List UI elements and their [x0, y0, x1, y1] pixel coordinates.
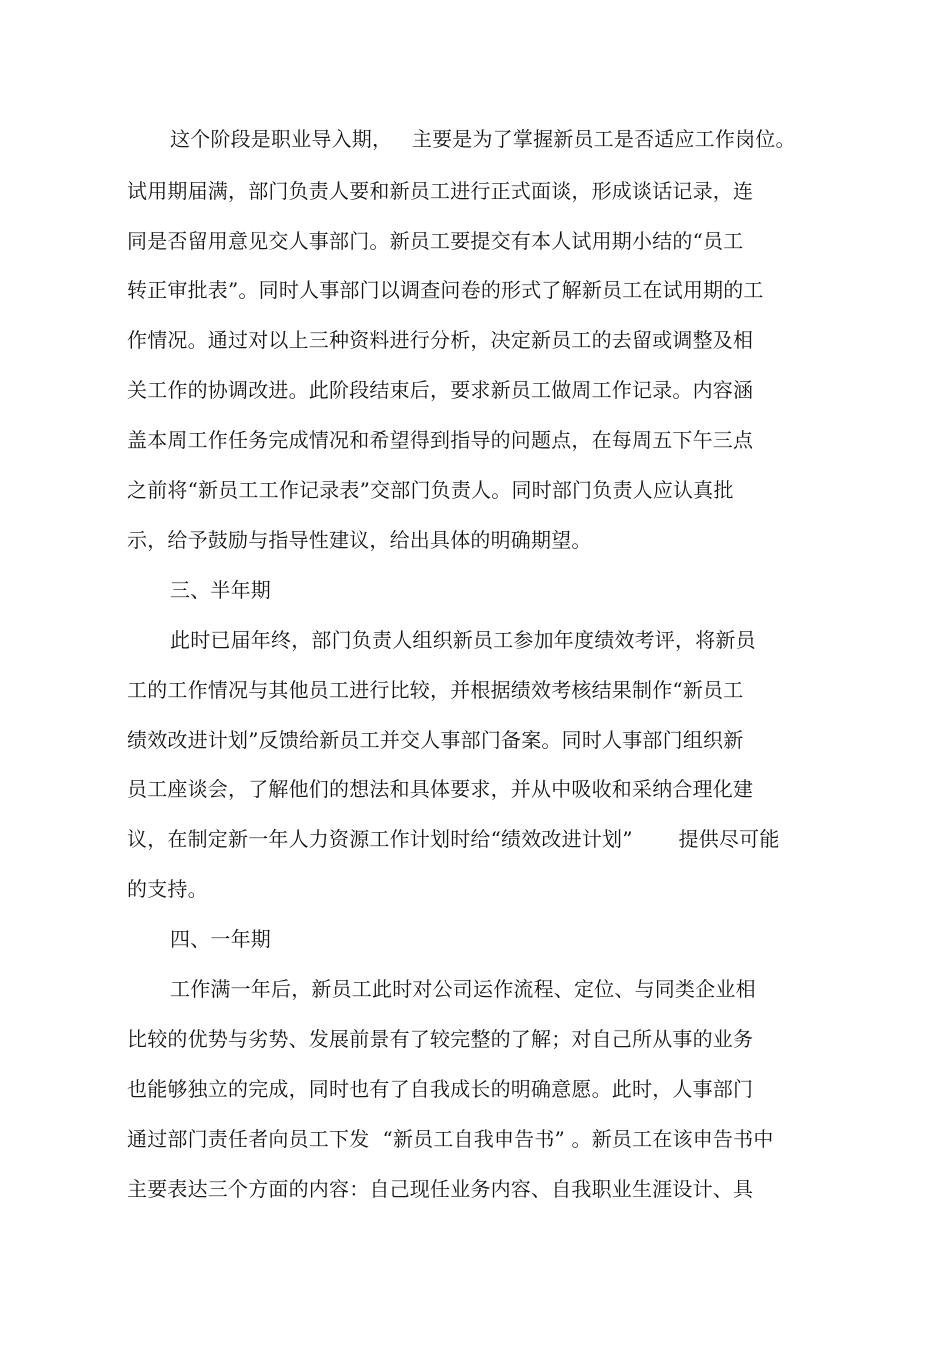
- text-line: 同是否留用意见交人事部门。新员工要提交有本人试用期小结的“员工: [127, 229, 744, 253]
- text-line: 试用期届满，部门负责人要和新员工进行正式面谈，形成谈话记录，连: [127, 179, 754, 203]
- text-line: 这个阶段是职业导入期， 主要是为了掌握新员工是否适应工作岗位。: [170, 127, 796, 151]
- text-line: 员工座谈会，了解他们的想法和具体要求，并从中吸收和采纳合理化建: [127, 777, 754, 801]
- text-line: 绩效改进计划”反馈给新员工并交人事部门备案。同时人事部门组织新: [127, 728, 744, 752]
- text-line: 盖本周工作任务完成情况和希望得到指导的问题点，在每周五下午三点: [127, 428, 754, 452]
- text-line: 作情况。通过对以上三种资料进行分析，决定新员工的去留或调整及相: [127, 328, 754, 352]
- text-line: 比较的优势与劣势、发展前景有了较完整的了解；对自己所从事的业务: [127, 1027, 754, 1051]
- text-line: 通过部门责任者向员工下发 “新员工自我申告书” 。新员工在该申告书中: [127, 1127, 774, 1151]
- text-line: 关工作的协调改进。此阶段结束后，要求新员工做周工作记录。内容涵: [127, 378, 754, 402]
- text-line: 示，给予鼓励与指导性建议，给出具体的明确期望。: [127, 528, 592, 552]
- section-heading: 四、一年期: [170, 927, 271, 951]
- text-line: 的支持。: [127, 877, 208, 901]
- text-line: 议，在制定新一年人力资源工作计划时给“绩效改进计划” 提供尽可能: [127, 827, 780, 851]
- text-line: 此时已届年终，部门负责人组织新员工参加年度绩效考评，将新员: [170, 628, 756, 652]
- text-line: 之前将“新员工工作记录表”交部门负责人。同时部门负责人应认真批: [127, 478, 734, 502]
- text-line: 工作满一年后，新员工此时对公司运作流程、定位、与同类企业相: [170, 977, 756, 1001]
- text-line: 转正审批表”。同时人事部门以调查问卷的形式了解新员工在试用期的工: [127, 278, 764, 302]
- section-heading: 三、半年期: [170, 578, 271, 602]
- text-line: 工的工作情况与其他员工进行比较，并根据绩效考核结果制作“新员工: [127, 678, 744, 702]
- text-line: 主要表达三个方面的内容：自己现任业务内容、自我职业生涯设计、具: [127, 1177, 754, 1201]
- text-line: 也能够独立的完成，同时也有了自我成长的明确意愿。此时，人事部门: [127, 1077, 754, 1101]
